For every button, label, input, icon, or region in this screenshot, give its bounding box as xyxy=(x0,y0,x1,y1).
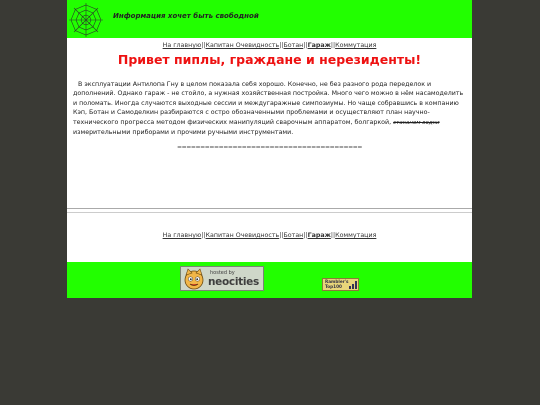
neocities-hosted-label: hosted by xyxy=(210,270,235,276)
nav-separator: || xyxy=(201,232,206,239)
paragraph-text-end: измерительными приборами и прочими ручными инструментами. xyxy=(73,129,294,137)
rambler-sublabel: Top100 xyxy=(325,283,342,289)
nav-link-2[interactable]: Ботан xyxy=(283,232,304,239)
top-navigation xyxy=(67,42,472,49)
nav-separator: || xyxy=(330,42,336,49)
spider-web-icon xyxy=(68,2,104,38)
nav-link-3[interactable]: Гараж xyxy=(307,232,331,239)
nav-separator: || xyxy=(303,232,308,239)
nav-link-0[interactable]: На главную xyxy=(162,42,202,49)
nav-separator: || xyxy=(303,42,308,49)
bottom-navigation xyxy=(67,232,472,239)
horizontal-rule xyxy=(67,208,472,209)
site-tagline: Информация хочет быть свободной xyxy=(113,12,259,20)
nav-link-0[interactable]: На главную xyxy=(162,232,202,239)
nav-link-3[interactable]: Гараж xyxy=(307,42,331,49)
nav-separator: || xyxy=(279,42,284,49)
nav-separator: || xyxy=(201,42,206,49)
rambler-top100-counter[interactable] xyxy=(322,278,359,291)
nav-separator: || xyxy=(330,232,336,239)
page xyxy=(67,0,472,298)
nav-link-4[interactable]: Коммутация xyxy=(335,42,377,49)
horizontal-rule-secondary xyxy=(67,212,472,213)
main-paragraph xyxy=(73,80,466,137)
neocities-badge[interactable] xyxy=(180,266,264,291)
nav-link-1[interactable]: Капитан Очевидность xyxy=(205,232,280,239)
nav-link-4[interactable]: Коммутация xyxy=(335,232,377,239)
header-bar xyxy=(67,0,472,38)
text-divider: ======================================== xyxy=(176,144,363,151)
neocities-name: neocities xyxy=(208,276,259,288)
rambler-label: Rambler's xyxy=(325,279,349,284)
nav-link-1[interactable]: Капитан Очевидность xyxy=(205,42,280,49)
nav-separator: || xyxy=(279,232,284,239)
neocities-cat-icon xyxy=(183,268,205,290)
nav-link-2[interactable]: Ботан xyxy=(283,42,304,49)
page-title: Привет пиплы, граждане и нерезиденты! xyxy=(117,52,422,67)
struck-text: стаканом водки xyxy=(393,119,440,126)
paragraph-text-start: В эксплуатации Антилопа Гну в целом показала себя хорошо. Конечно, не без разного рода переделок и дополнений. Однако гараж - не стойло, а нужная хозяйственная постройка. Много чего можно в нём насамоделить и поломать. Иногда случаются выходные сессии и междугаражные симпозиумы. Но чаще собравшись в компанию Кэп, Ботан и Самоделкин разбираются с остро обозначенными проблемами и осуществляют план научно-технического прогресса методом физических манипуляций сварочным аппаратом, болгаркой, xyxy=(73,81,464,126)
bar-chart-icon xyxy=(349,281,358,289)
footer-bar xyxy=(67,262,472,298)
